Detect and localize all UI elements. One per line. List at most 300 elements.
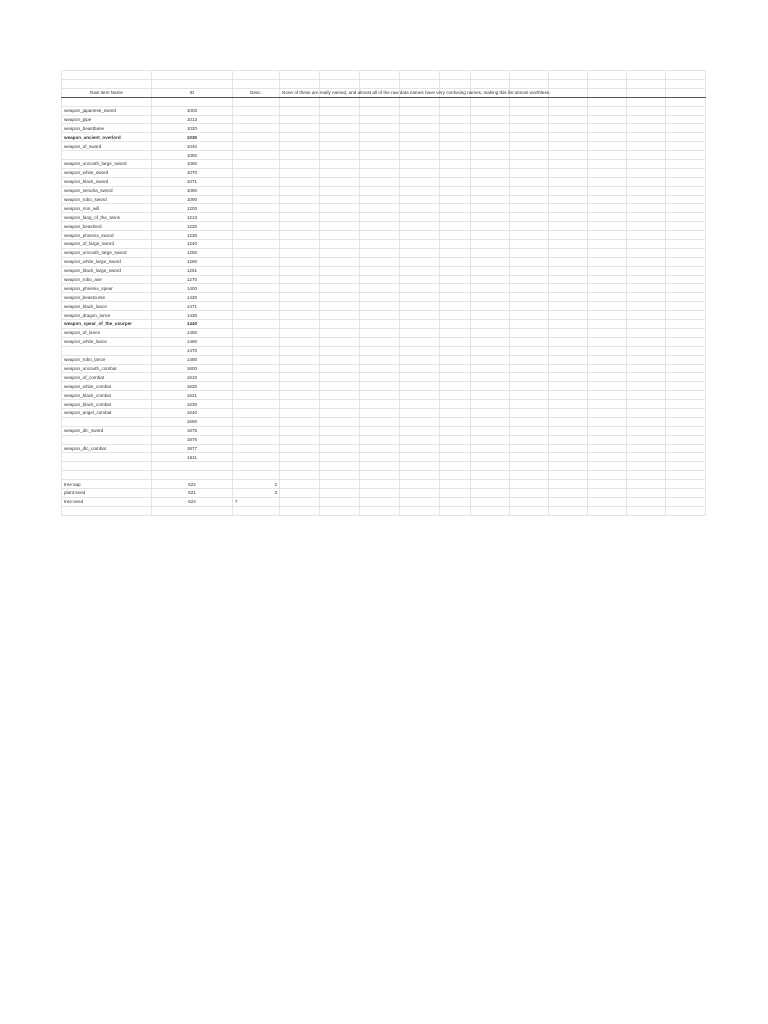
cell[interactable] (471, 391, 510, 400)
cell[interactable] (360, 471, 400, 480)
cell-id[interactable]: 1070 (152, 168, 233, 177)
cell[interactable] (588, 186, 627, 195)
cell[interactable] (510, 248, 549, 257)
cell-id[interactable]: 1450 (152, 328, 233, 337)
cell[interactable] (360, 444, 400, 453)
cell[interactable] (549, 373, 588, 382)
cell[interactable] (627, 320, 666, 329)
cell[interactable] (510, 302, 549, 311)
cell[interactable] (549, 231, 588, 240)
cell[interactable] (627, 177, 666, 186)
cell[interactable] (320, 160, 360, 169)
cell-id[interactable]: 1650 (152, 417, 233, 426)
cell[interactable] (320, 106, 360, 115)
cell-id[interactable]: 1060 (152, 160, 233, 169)
cell[interactable] (471, 284, 510, 293)
cell[interactable] (549, 355, 588, 364)
cell-desc[interactable] (233, 355, 280, 364)
cell-desc[interactable] (233, 373, 280, 382)
cell-raw-item-name[interactable]: weapon_fang_of_the_twins (62, 213, 152, 222)
cell[interactable] (440, 400, 471, 409)
cell[interactable] (280, 240, 320, 249)
cell[interactable] (666, 346, 706, 355)
cell[interactable] (471, 346, 510, 355)
cell[interactable] (510, 115, 549, 124)
cell[interactable] (471, 195, 510, 204)
cell[interactable] (320, 177, 360, 186)
cell[interactable] (666, 177, 706, 186)
cell[interactable] (549, 426, 588, 435)
cell[interactable] (360, 293, 400, 302)
cell[interactable] (666, 444, 706, 453)
cell[interactable] (320, 382, 360, 391)
cell[interactable] (627, 195, 666, 204)
cell[interactable] (510, 293, 549, 302)
cell-id[interactable]: 1230 (152, 231, 233, 240)
cell[interactable] (400, 417, 440, 426)
cell[interactable] (233, 506, 280, 515)
cell[interactable] (280, 480, 320, 489)
cell[interactable] (588, 488, 627, 497)
cell-desc[interactable] (233, 222, 280, 231)
cell[interactable] (400, 177, 440, 186)
cell[interactable] (627, 346, 666, 355)
cell[interactable] (510, 106, 549, 115)
cell-raw-item-name[interactable]: weapon_of_combat (62, 373, 152, 382)
cell[interactable] (549, 284, 588, 293)
cell-desc[interactable]: 7 (233, 497, 280, 506)
cell[interactable] (360, 257, 400, 266)
cell[interactable] (280, 444, 320, 453)
cell-desc[interactable] (233, 364, 280, 373)
cell-desc[interactable] (233, 408, 280, 417)
cell[interactable] (549, 435, 588, 444)
cell[interactable] (627, 302, 666, 311)
cell-desc[interactable] (233, 444, 280, 453)
cell-desc[interactable] (233, 124, 280, 133)
cell[interactable] (320, 284, 360, 293)
cell-raw-item-name[interactable] (62, 417, 152, 426)
cell[interactable] (627, 506, 666, 515)
cell-desc[interactable] (233, 311, 280, 320)
cell[interactable] (280, 328, 320, 337)
cell[interactable] (440, 417, 471, 426)
cell-raw-item-name[interactable]: weapon_senuha_sword (62, 186, 152, 195)
cell[interactable] (400, 240, 440, 249)
cell[interactable] (400, 168, 440, 177)
cell[interactable] (440, 480, 471, 489)
cell-desc[interactable] (233, 453, 280, 462)
cell[interactable] (320, 231, 360, 240)
header-note[interactable]: None of these are really named, and almost all of the raw data names have very confusing names, making this list almost worthless. (280, 88, 320, 97)
cell[interactable] (588, 142, 627, 151)
cell[interactable] (627, 213, 666, 222)
cell[interactable] (627, 453, 666, 462)
cell[interactable] (588, 302, 627, 311)
cell-id[interactable]: 1470 (152, 346, 233, 355)
cell[interactable] (510, 426, 549, 435)
cell[interactable] (320, 115, 360, 124)
cell[interactable] (666, 488, 706, 497)
cell[interactable] (510, 453, 549, 462)
cell[interactable] (360, 106, 400, 115)
cell[interactable] (471, 364, 510, 373)
cell-desc[interactable] (233, 435, 280, 444)
cell[interactable] (360, 355, 400, 364)
cell[interactable] (400, 355, 440, 364)
cell[interactable] (549, 480, 588, 489)
cell[interactable] (471, 293, 510, 302)
cell[interactable] (588, 275, 627, 284)
cell-desc[interactable]: 3 (233, 488, 280, 497)
cell[interactable] (440, 195, 471, 204)
cell[interactable] (549, 151, 588, 160)
cell[interactable] (440, 142, 471, 151)
cell[interactable] (666, 435, 706, 444)
cell[interactable] (320, 355, 360, 364)
cell[interactable] (510, 497, 549, 506)
cell[interactable] (510, 444, 549, 453)
cell-id[interactable]: 1600 (152, 364, 233, 373)
cell[interactable] (666, 195, 706, 204)
cell[interactable] (360, 337, 400, 346)
cell-desc[interactable] (233, 400, 280, 409)
cell[interactable] (360, 195, 400, 204)
cell[interactable] (280, 320, 320, 329)
cell[interactable] (360, 133, 400, 142)
cell[interactable] (360, 382, 400, 391)
cell[interactable] (280, 488, 320, 497)
cell[interactable] (549, 488, 588, 497)
cell[interactable] (400, 462, 440, 471)
cell[interactable] (627, 124, 666, 133)
cell[interactable] (400, 204, 440, 213)
cell[interactable] (471, 168, 510, 177)
cell-desc[interactable] (233, 257, 280, 266)
cell[interactable] (471, 417, 510, 426)
cell[interactable] (280, 213, 320, 222)
cell[interactable] (320, 124, 360, 133)
cell[interactable] (549, 142, 588, 151)
cell[interactable] (400, 275, 440, 284)
cell[interactable] (360, 488, 400, 497)
cell[interactable] (510, 488, 549, 497)
cell[interactable] (471, 204, 510, 213)
cell[interactable] (588, 417, 627, 426)
cell[interactable] (152, 506, 233, 515)
cell[interactable] (549, 417, 588, 426)
cell-id[interactable]: 1220 (152, 222, 233, 231)
cell[interactable] (280, 248, 320, 257)
cell-id[interactable]: 1030 (152, 133, 233, 142)
cell[interactable] (280, 177, 320, 186)
cell[interactable] (280, 391, 320, 400)
cell-raw-item-name[interactable]: weapon_of_sword (62, 142, 152, 151)
cell[interactable] (588, 195, 627, 204)
cell[interactable] (471, 186, 510, 195)
cell[interactable] (280, 115, 320, 124)
cell-desc[interactable] (233, 302, 280, 311)
cell[interactable] (549, 222, 588, 231)
cell[interactable] (440, 453, 471, 462)
cell[interactable] (471, 151, 510, 160)
cell[interactable] (400, 186, 440, 195)
cell-raw-item-name[interactable]: weapon_white_large_sword (62, 257, 152, 266)
cell[interactable] (280, 133, 320, 142)
cell-raw-item-name[interactable]: weapon_black_lance (62, 302, 152, 311)
cell[interactable] (360, 400, 400, 409)
cell[interactable] (627, 471, 666, 480)
cell[interactable] (549, 382, 588, 391)
cell[interactable] (627, 231, 666, 240)
cell[interactable] (320, 142, 360, 151)
cell[interactable] (471, 142, 510, 151)
cell[interactable] (471, 302, 510, 311)
cell[interactable] (440, 497, 471, 506)
cell-desc[interactable] (233, 204, 280, 213)
cell[interactable] (588, 248, 627, 257)
cell[interactable] (440, 293, 471, 302)
cell[interactable] (666, 124, 706, 133)
cell[interactable] (666, 408, 706, 417)
cell[interactable] (510, 471, 549, 480)
cell[interactable] (320, 328, 360, 337)
cell-raw-item-name[interactable]: weapon_beastlord (62, 222, 152, 231)
cell[interactable] (471, 400, 510, 409)
cell[interactable] (510, 240, 549, 249)
cell[interactable] (549, 177, 588, 186)
cell[interactable] (549, 497, 588, 506)
cell[interactable] (588, 160, 627, 169)
cell-raw-item-name[interactable]: weapon_dragon_lance (62, 311, 152, 320)
cell-desc[interactable] (233, 417, 280, 426)
cell-raw-item-name[interactable] (62, 151, 152, 160)
cell-id[interactable]: 1013 (152, 115, 233, 124)
cell[interactable] (588, 257, 627, 266)
cell-raw-item-name[interactable]: weapon_phoenix_spear (62, 284, 152, 293)
cell-id[interactable]: 1040 (152, 142, 233, 151)
cell-raw-item-name[interactable]: weapon_black_large_sword (62, 266, 152, 275)
cell[interactable] (440, 160, 471, 169)
cell-id[interactable]: 1203 (152, 204, 233, 213)
cell[interactable] (549, 168, 588, 177)
cell[interactable] (360, 222, 400, 231)
cell-id[interactable]: 1420 (152, 293, 233, 302)
cell[interactable] (360, 328, 400, 337)
cell-raw-item-name[interactable] (62, 471, 152, 480)
cell[interactable] (400, 257, 440, 266)
cell[interactable] (400, 222, 440, 231)
cell[interactable] (471, 177, 510, 186)
cell[interactable] (471, 355, 510, 364)
cell[interactable] (360, 151, 400, 160)
cell[interactable] (400, 497, 440, 506)
cell[interactable] (400, 195, 440, 204)
cell[interactable] (280, 453, 320, 462)
cell-id[interactable] (152, 471, 233, 480)
cell-raw-item-name[interactable]: weapon_iron_will (62, 204, 152, 213)
cell[interactable] (320, 195, 360, 204)
cell-raw-item-name[interactable]: plant:seed (62, 488, 152, 497)
cell-desc[interactable] (233, 426, 280, 435)
cell[interactable] (627, 400, 666, 409)
cell[interactable] (320, 346, 360, 355)
cell[interactable] (280, 160, 320, 169)
cell-id[interactable] (152, 462, 233, 471)
cell-desc[interactable] (233, 284, 280, 293)
cell[interactable] (666, 266, 706, 275)
cell[interactable] (510, 462, 549, 471)
cell[interactable] (666, 222, 706, 231)
cell-raw-item-name[interactable] (62, 462, 152, 471)
cell-desc[interactable] (233, 213, 280, 222)
cell[interactable] (549, 320, 588, 329)
cell[interactable] (549, 471, 588, 480)
cell-id[interactable]: 1050 (152, 151, 233, 160)
cell[interactable] (549, 444, 588, 453)
cell[interactable] (400, 391, 440, 400)
cell[interactable] (360, 435, 400, 444)
cell[interactable] (549, 186, 588, 195)
cell-raw-item-name[interactable]: weapon_phoenix_sword (62, 231, 152, 240)
cell[interactable] (471, 266, 510, 275)
cell[interactable] (666, 373, 706, 382)
cell[interactable] (510, 355, 549, 364)
header-desc[interactable]: Desc. (233, 88, 280, 97)
cell[interactable] (627, 284, 666, 293)
cell-desc[interactable] (233, 168, 280, 177)
cell[interactable] (320, 497, 360, 506)
cell-id[interactable]: 1080 (152, 186, 233, 195)
cell[interactable] (666, 311, 706, 320)
cell[interactable] (588, 266, 627, 275)
cell-id[interactable]: 1460 (152, 337, 233, 346)
cell[interactable] (440, 302, 471, 311)
cell[interactable] (440, 488, 471, 497)
cell[interactable] (510, 142, 549, 151)
cell[interactable] (280, 346, 320, 355)
cell[interactable] (320, 408, 360, 417)
cell-raw-item-name[interactable]: weapon_uncouth_large_sword (62, 248, 152, 257)
cell-raw-item-name[interactable]: weapon_uncouth_large_sword (62, 160, 152, 169)
cell[interactable] (627, 293, 666, 302)
cell[interactable] (400, 453, 440, 462)
cell[interactable] (320, 222, 360, 231)
cell[interactable] (510, 195, 549, 204)
cell-id[interactable]: 1440 (152, 320, 233, 329)
cell-id[interactable]: 1020 (152, 124, 233, 133)
cell[interactable] (510, 160, 549, 169)
cell[interactable] (666, 133, 706, 142)
cell[interactable] (280, 364, 320, 373)
cell[interactable] (360, 213, 400, 222)
cell[interactable] (360, 453, 400, 462)
cell[interactable] (627, 222, 666, 231)
cell[interactable] (400, 435, 440, 444)
cell[interactable] (471, 106, 510, 115)
cell[interactable] (510, 266, 549, 275)
cell[interactable] (471, 248, 510, 257)
cell-raw-item-name[interactable]: weapon_black_combat (62, 391, 152, 400)
cell[interactable] (400, 302, 440, 311)
cell[interactable] (510, 408, 549, 417)
cell[interactable] (666, 471, 706, 480)
cell[interactable] (400, 142, 440, 151)
cell[interactable] (510, 222, 549, 231)
cell[interactable] (588, 284, 627, 293)
cell-id[interactable]: 621 (152, 488, 233, 497)
cell[interactable] (588, 168, 627, 177)
cell[interactable] (360, 373, 400, 382)
cell[interactable] (440, 471, 471, 480)
cell[interactable] (440, 248, 471, 257)
cell[interactable] (280, 417, 320, 426)
cell[interactable] (360, 497, 400, 506)
cell[interactable] (549, 337, 588, 346)
cell[interactable] (510, 346, 549, 355)
cell[interactable] (440, 391, 471, 400)
cell[interactable] (320, 373, 360, 382)
cell[interactable] (320, 337, 360, 346)
cell[interactable] (280, 311, 320, 320)
cell[interactable] (280, 186, 320, 195)
cell[interactable] (510, 284, 549, 293)
cell[interactable] (440, 337, 471, 346)
cell-desc[interactable] (233, 275, 280, 284)
cell[interactable] (627, 275, 666, 284)
cell[interactable] (627, 373, 666, 382)
cell-raw-item-name[interactable]: weapon_japanese_sword (62, 106, 152, 115)
cell[interactable] (666, 204, 706, 213)
cell[interactable] (510, 417, 549, 426)
cell-id[interactable]: 1430 (152, 311, 233, 320)
cell-id[interactable]: 1270 (152, 275, 233, 284)
cell-desc[interactable] (233, 248, 280, 257)
cell[interactable] (320, 275, 360, 284)
cell[interactable] (320, 248, 360, 257)
cell[interactable] (440, 168, 471, 177)
cell[interactable] (360, 302, 400, 311)
cell[interactable] (471, 213, 510, 222)
cell[interactable] (549, 106, 588, 115)
cell[interactable] (320, 453, 360, 462)
cell[interactable] (400, 213, 440, 222)
cell[interactable] (440, 355, 471, 364)
cell[interactable] (666, 364, 706, 373)
cell[interactable] (627, 391, 666, 400)
cell[interactable] (549, 213, 588, 222)
cell[interactable] (400, 320, 440, 329)
cell[interactable] (440, 311, 471, 320)
cell-desc[interactable] (233, 293, 280, 302)
cell[interactable] (360, 275, 400, 284)
cell-raw-item-name[interactable]: weapon_black_sword (62, 177, 152, 186)
cell-raw-item-name[interactable]: weapon_spear_of_the_usurper (62, 320, 152, 329)
cell[interactable] (471, 506, 510, 515)
cell[interactable] (588, 231, 627, 240)
cell[interactable] (588, 471, 627, 480)
cell[interactable] (400, 471, 440, 480)
cell[interactable] (360, 284, 400, 293)
cell[interactable] (400, 400, 440, 409)
cell[interactable] (666, 151, 706, 160)
cell[interactable] (588, 506, 627, 515)
cell[interactable] (588, 320, 627, 329)
cell[interactable] (320, 168, 360, 177)
cell[interactable] (666, 417, 706, 426)
cell[interactable] (666, 426, 706, 435)
cell[interactable] (510, 177, 549, 186)
